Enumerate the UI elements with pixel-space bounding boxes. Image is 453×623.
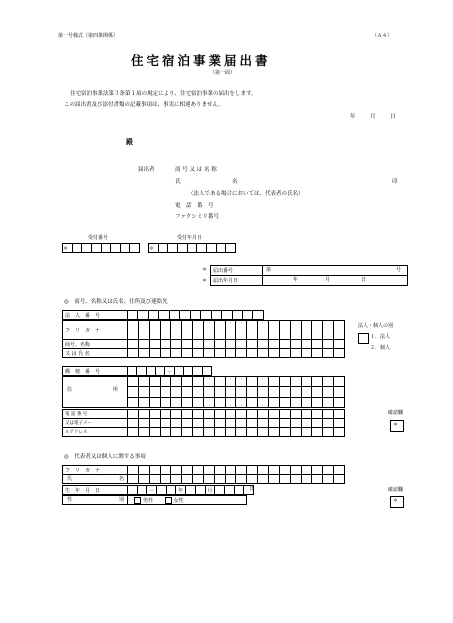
contact-label-1: 電 話 番 号	[63, 410, 128, 419]
birthdate-dash: －	[147, 486, 157, 495]
notifier-fax: ファクシミリ番号	[175, 214, 219, 220]
address-grid[interactable]	[62, 376, 345, 408]
birthdate-label: 生 年 月 日	[63, 486, 128, 495]
notification-date-label: 届出年月日	[211, 276, 263, 286]
form-number: 第一号様式（第四条関係）	[58, 33, 119, 39]
female-checkbox[interactable]	[165, 497, 172, 504]
entity-type-option-2: ２．個人	[370, 345, 391, 351]
female-label: 女性	[173, 497, 184, 504]
birthdate-year: 年	[176, 486, 186, 495]
receipt-number-grid[interactable]	[62, 243, 140, 253]
rep-name-label-2: 名	[119, 476, 125, 482]
notifier-label: 届出者	[138, 167, 155, 173]
rep-furigana-label: フ リ ガ ナ	[63, 466, 128, 475]
notification-date-year: 年	[293, 277, 299, 283]
corp-number-grid[interactable]	[62, 310, 264, 320]
paper-size: （Ａ４）	[372, 33, 393, 39]
rep-name-label-cell	[63, 475, 128, 484]
address-label-2: 所	[113, 387, 119, 393]
contact-label-2: 又は電子メー	[63, 419, 128, 428]
receipt-number-label: 受付番号	[88, 235, 109, 241]
receipt-date-star: ＊	[149, 244, 159, 253]
address-label-1: 住	[67, 387, 73, 393]
notifier-phone: 電 話 番 号	[175, 203, 214, 209]
entity-type-option-1: １．法人	[370, 334, 391, 340]
notification-date-day: 日	[361, 277, 367, 283]
section1-title: ◎ 商号、名称又は氏名、住所及び連絡先	[64, 299, 168, 305]
receipt-date-label: 受付年月日	[177, 235, 203, 241]
notification-number-prefix: 第	[266, 267, 272, 273]
male-checkbox[interactable]	[134, 497, 141, 504]
entity-type-title: 法人・個人の別	[358, 323, 394, 329]
date-day: 日	[390, 114, 396, 120]
contact-grid[interactable]	[62, 409, 345, 437]
corp-number-label: 法 人 番 号	[63, 311, 128, 320]
corp-note: （法人である場合においては、代表者の氏名）	[188, 191, 304, 197]
notifier-name-1: 氏	[175, 179, 181, 185]
notification-star-1: ＊	[202, 267, 208, 273]
confirm-box-1[interactable]: ＊	[390, 420, 404, 432]
receipt-date-grid[interactable]	[148, 243, 236, 253]
addressee: 殿	[126, 138, 133, 146]
entity-type-checkbox[interactable]	[358, 333, 369, 344]
notifier-trade-name: 商 号 又 は 名 称	[175, 167, 217, 173]
section2-title: ◎ 代表者又は個人に関する事項	[64, 454, 146, 460]
intro-line-2: この届出書及び添付書類の記載事項は、事実に相違ありません。	[64, 102, 224, 108]
date-month: 月	[370, 114, 376, 120]
confirm-label-2: 確認欄	[388, 487, 404, 493]
confirm-label-1: 確認欄	[388, 410, 404, 416]
birthdate-grid[interactable]	[62, 485, 254, 495]
furigana-grid[interactable]	[62, 320, 345, 358]
gender-grid[interactable]	[62, 495, 247, 505]
gender-label-2: 別	[119, 497, 125, 503]
postal-label: 郵 便 番 号	[63, 367, 128, 376]
receipt-number-star: ＊	[63, 244, 73, 253]
notification-date-month: 月	[325, 277, 331, 283]
confirm-box-2[interactable]: ＊	[390, 496, 404, 508]
gender-label-1: 性	[67, 497, 73, 503]
postal-dash: －	[165, 367, 174, 376]
contact-label-3: ルアドレス	[63, 428, 128, 437]
rep-name-grid[interactable]	[62, 465, 345, 484]
birthdate-day: 日	[249, 486, 255, 492]
male-label: 男性	[143, 497, 154, 504]
rep-name-label-1: 氏	[67, 476, 73, 482]
postal-grid[interactable]	[62, 366, 212, 376]
address-label-cell	[63, 377, 128, 408]
furigana-label: フ リ ガ ナ	[63, 321, 128, 340]
notifier-name-2: 名	[232, 179, 238, 185]
gender-label-cell	[63, 496, 128, 505]
notification-star-2: ＊	[202, 278, 208, 284]
notification-table[interactable]	[210, 265, 408, 286]
intro-line-1: 住宅宿泊事業法第３条第１項の規定により、住宅宿泊事業の届出をします。	[70, 91, 257, 97]
page-subtitle: （第一面）	[210, 70, 236, 76]
page-title: 住宅宿泊事業届出書	[131, 53, 271, 68]
trade-name-label-2: 又 は 氏 名	[63, 349, 128, 358]
birthdate-month: 月	[205, 486, 215, 495]
seal-mark: 印	[392, 179, 398, 185]
notification-number-suffix: 号	[395, 267, 401, 273]
trade-name-label-1: 商号、名称	[63, 340, 128, 349]
date-year: 年	[350, 114, 356, 120]
notification-number-label: 届出番号	[211, 266, 263, 276]
